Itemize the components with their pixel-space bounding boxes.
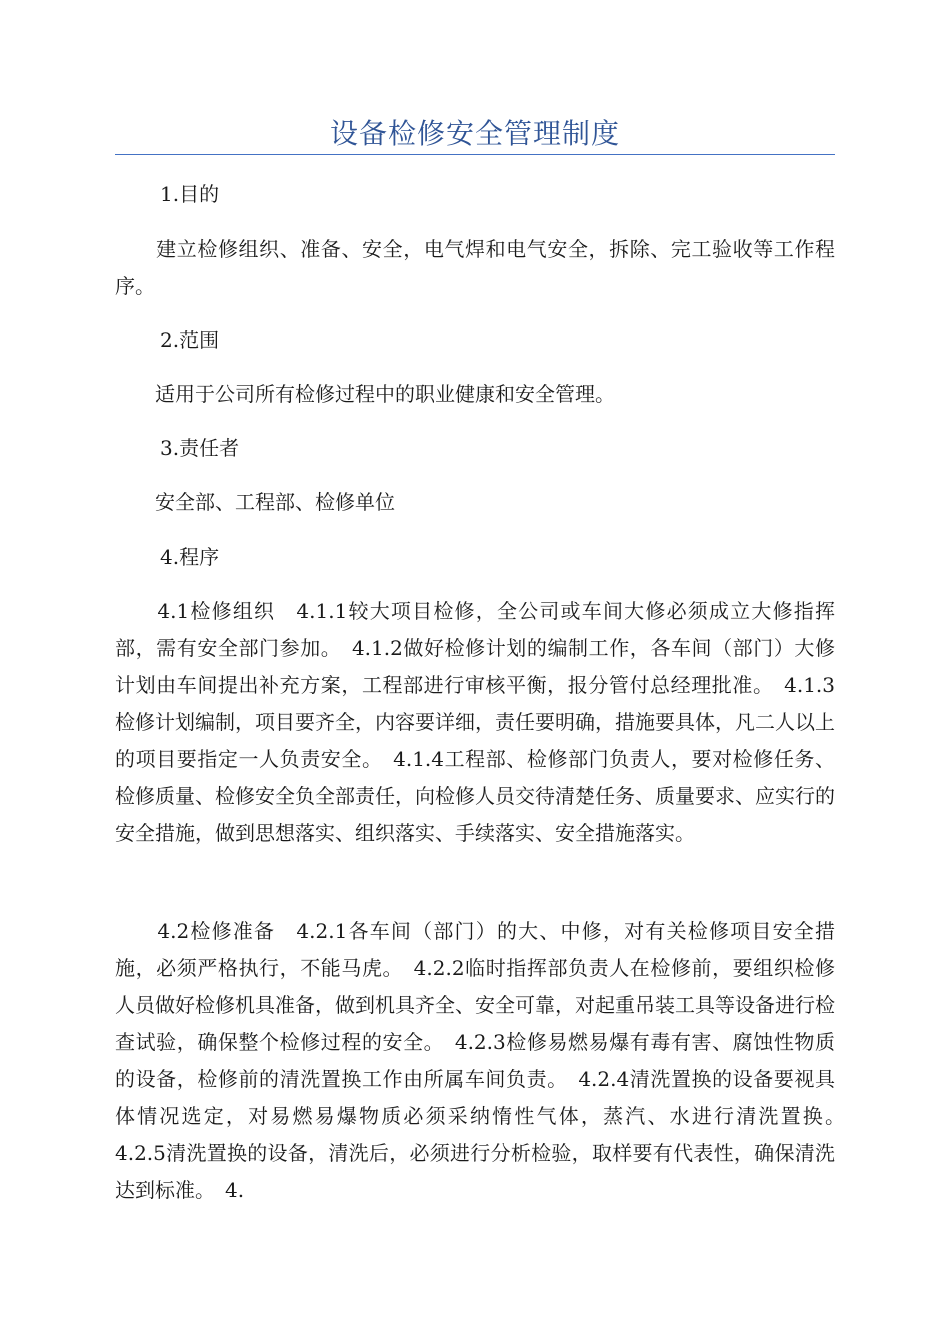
section-body-scope: 适用于公司所有检修过程中的职业健康和安全管理。 xyxy=(115,382,615,406)
section-body-responsible: 安全部、工程部、检修单位 xyxy=(115,490,395,514)
section-body-purpose: 建立检修组织、准备、安全，电气焊和电气安全，拆除、完工验收等工作程序。 xyxy=(115,237,835,298)
paragraph-4-1: 4.1检修组织 4.1.1较大项目检修，全公司或车间大修必须成立大修指挥部，需有安全部门参加。 4.1.2做好检修计划的编制工作，各车间（部门）大修计划由车间提出补充方案，工程部进行审核平衡，报分管付总经理批准。 4.1.3检修计划编制，项目要齐全，内容要详细，责任要明确，措施要具体，凡二人以上的项目要指定一人负责安全。 4.1.4工程部、检修部门负责人，要对检修任务、检修质量、检修安全负全部责任，向检修人员交待清楚任务、质量要求、应实行的安全措施，做到思想落实、组织落实、手续落实、安全措施落实。 xyxy=(115,599,835,845)
title-underline xyxy=(115,154,835,155)
section-heading-purpose: 1.目的 xyxy=(160,182,220,206)
section-heading-procedure: 4.程序 xyxy=(160,545,220,569)
section-heading-responsible: 3.责任者 xyxy=(160,436,240,460)
paragraph-4-2: 4.2检修准备 4.2.1各车间（部门）的大、中修，对有关检修项目安全措施，必须严格执行，不能马虎。 4.2.2临时指挥部负责人在检修前，要组织检修人员做好检修机具准备，做到机具齐全、安全可靠，对起重吊装工具等设备进行检查试验，确保整个检修过程的安全。 4.2.3检修易燃易爆有毒有害、腐蚀性物质的设备，检修前的清洗置换工作由所属车间负责。 4.2.4清洗置换的设备要视具体情况选定，对易燃易爆物质必须采纳惰性气体，蒸汽、水进行清洗置换。 4.2.5清洗置换的设备，清洗后，必须进行分析检验，取样要有代表性，确保清洗达到标准。 4. xyxy=(115,919,855,1202)
section-heading-scope: 2.范围 xyxy=(160,328,220,352)
page-title: 设备检修安全管理制度 xyxy=(329,117,620,150)
